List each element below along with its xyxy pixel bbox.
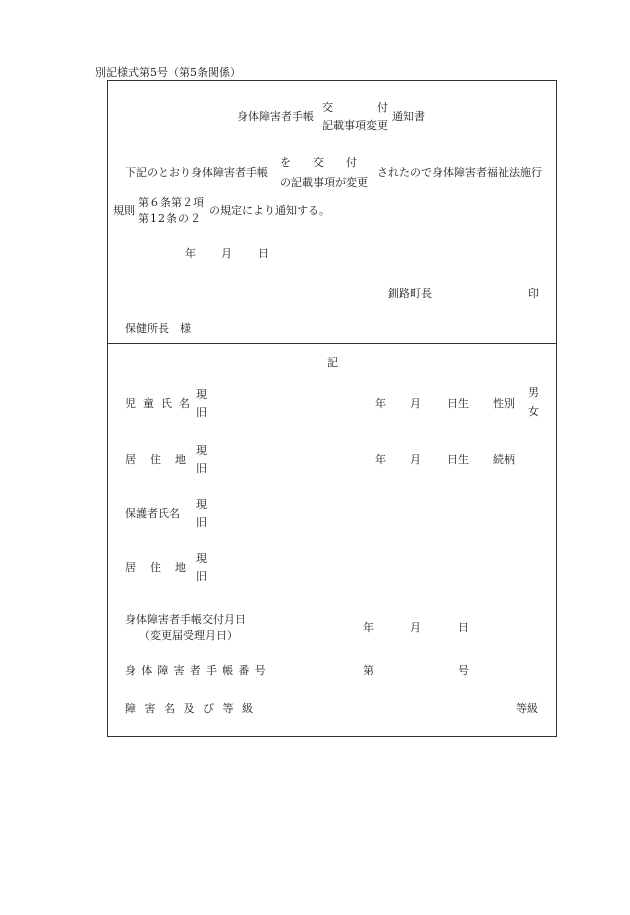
guardian-address-current: 現 [196,552,207,565]
title-suffix: 通知書 [392,110,425,123]
article-option-b: 第12条の２ [138,212,202,225]
grade-suffix: 等級 [516,702,538,715]
child-birth-year: 年 [375,397,386,410]
sex-female: 女 [528,405,539,418]
title-prefix: 身体障害者手帳 [237,110,314,123]
date-day: 日 [258,247,269,260]
relation-month: 月 [410,453,421,466]
date-month: 月 [221,247,232,260]
seal-mark: 印 [528,287,539,300]
rule-suffix: の規定により通知する。 [209,204,330,217]
form-number-label: 別記様式第5号（第5条関係） [95,66,241,79]
title-issue-option: 交 付 [322,101,388,114]
addressee: 保健所長 様 [125,322,191,335]
section-divider [107,343,557,344]
change-date-label: （変更届受理月日） [139,629,238,642]
body-change-option: の記載事項が変更 [280,176,368,189]
issue-date-day: 日 [458,621,469,634]
guardian-name-former: 旧 [196,516,207,529]
child-name-label: 児童氏名 [125,397,197,410]
disability-grade-label: 障害名及び等級 [125,702,262,715]
relation-year: 年 [375,453,386,466]
title-change-option: 記載事項変更 [322,119,388,132]
child-address-former: 旧 [196,462,207,475]
relation-day: 日生 [447,453,469,466]
date-year: 年 [185,247,196,260]
guardian-address-former: 旧 [196,570,207,583]
child-address-label: 居住地 [125,453,200,466]
issue-date-label: 身体障害者手帳交付月日 [125,613,246,626]
body-issue-option: を 交 付 [280,156,357,169]
guardian-name-label: 保護者氏名 [125,507,180,520]
guardian-address-label: 居住地 [125,561,200,574]
issuer-name: 釧路町長 [388,287,432,300]
details-heading: 記 [327,356,338,369]
sex-label: 性別 [493,397,515,410]
sex-male: 男 [528,386,539,399]
child-birth-day: 日生 [447,397,469,410]
handbook-number-suffix: 号 [458,664,469,677]
issue-date-month: 月 [410,621,421,634]
body-suffix: されたので身体障害者福祉法施行 [377,166,542,179]
handbook-number-label: 身体障害者手帳番号 [125,664,271,677]
rule-prefix: 規則 [113,204,135,217]
article-option-a: 第６条第２項 [138,196,204,209]
relation-label: 続柄 [493,453,515,466]
body-prefix: 下記のとおり身体障害者手帳 [125,166,268,179]
child-name-current: 現 [196,388,207,401]
handbook-number-prefix: 第 [363,664,374,677]
issue-date-year: 年 [363,621,374,634]
child-address-current: 現 [196,444,207,457]
guardian-name-current: 現 [196,498,207,511]
child-name-former: 旧 [196,406,207,419]
child-birth-month: 月 [410,397,421,410]
